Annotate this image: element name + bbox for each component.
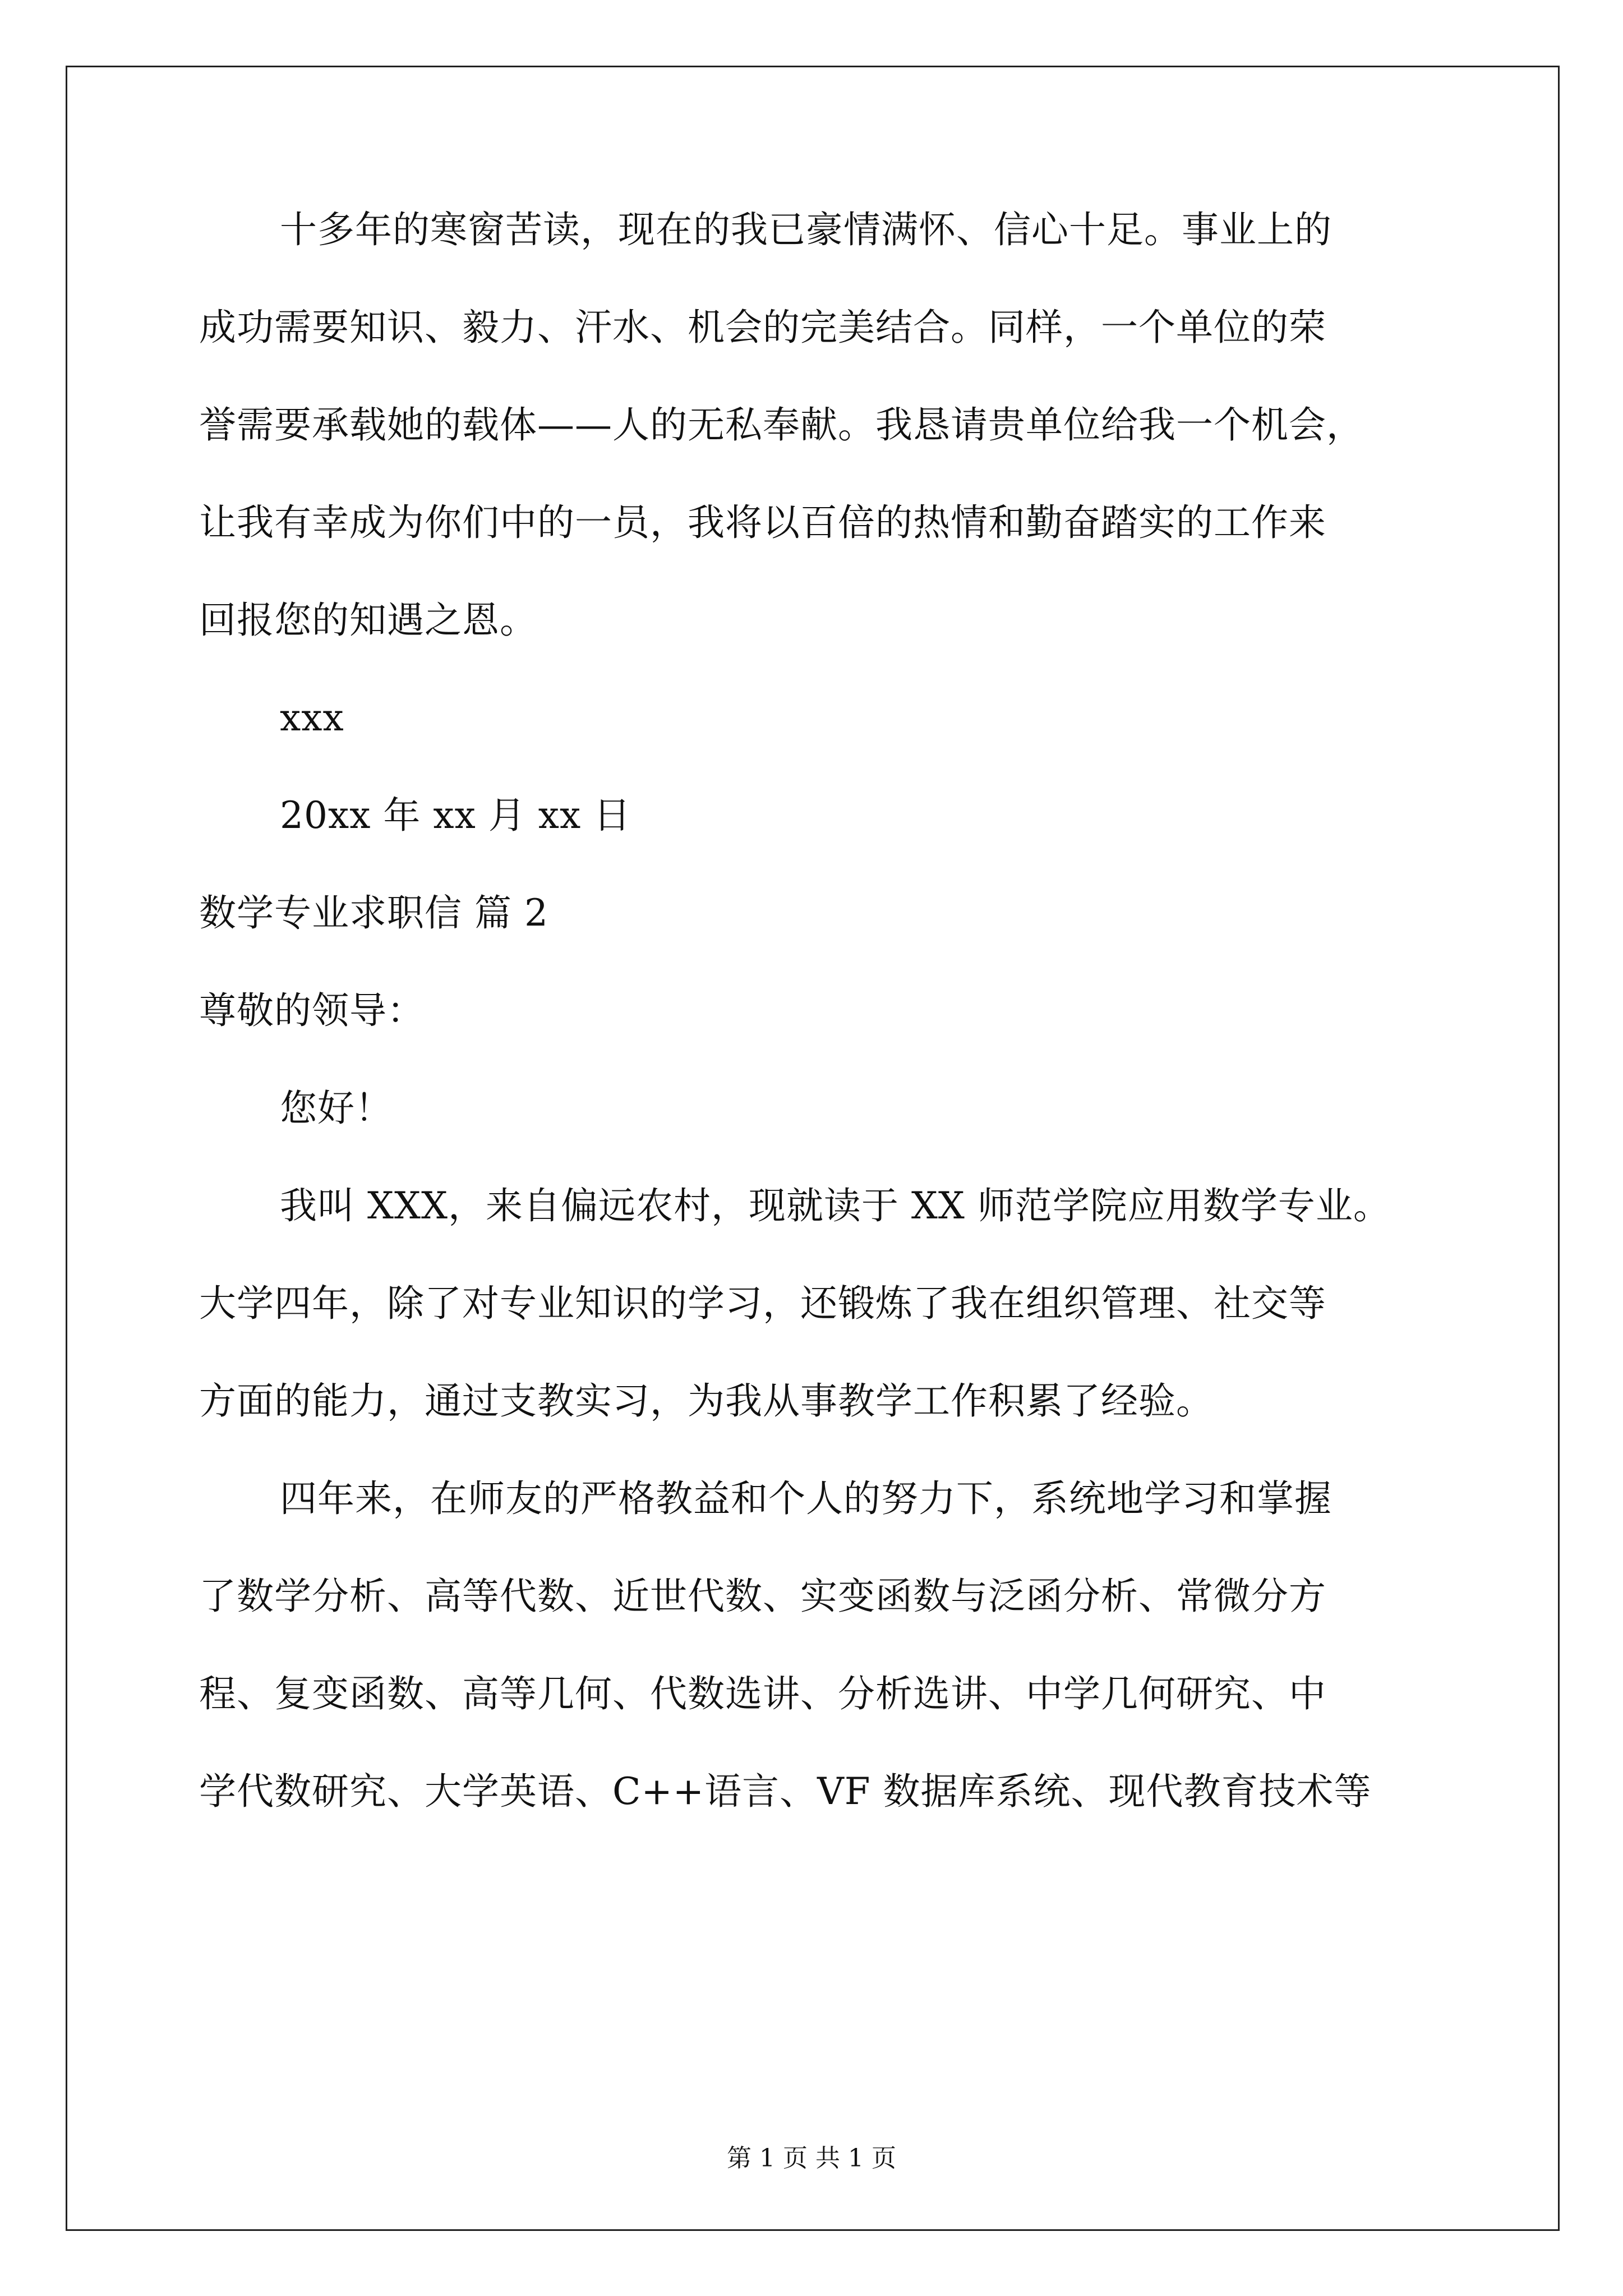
section-title: 数学专业求职信 篇 2 (199, 891, 548, 935)
paragraph2-line-1: 我叫 XXX，来自偏远农村，现就读于 XX 师范学院应用数学专业。 (280, 1184, 1391, 1227)
paragraph1-line-2: 成功需要知识、毅力、汗水、机会的完美结合。同样，一个单位的荣 (199, 306, 1326, 349)
paragraph2-line-2: 大学四年，除了对专业知识的学习，还锻炼了我在组织管理、社交等 (199, 1282, 1326, 1325)
date: 20xx 年 xx 月 xx 日 (280, 794, 631, 837)
page-footer: 第 1 页 共 1 页 (727, 2144, 896, 2173)
paragraph1-line-3: 誉需要承载她的载体——人的无私奉献。我恳请贵单位给我一个机会， (199, 403, 1364, 447)
paragraph3-line-1: 四年来，在师友的严格教益和个人的努力下，系统地学习和掌握 (280, 1477, 1332, 1520)
paragraph2-line-3: 方面的能力，通过支教实习，为我从事教学工作积累了经验。 (199, 1379, 1214, 1423)
paragraph1-line-1: 十多年的寒窗苦读，现在的我已豪情满怀、信心十足。事业上的 (280, 208, 1332, 251)
greeting: 您好！ (280, 1087, 393, 1130)
paragraph1-line-5: 回报您的知遇之恩。 (199, 599, 537, 642)
salutation: 尊敬的领导： (199, 989, 425, 1032)
paragraph3-line-2: 了数学分析、高等代数、近世代数、实变函数与泛函分析、常微分方 (199, 1575, 1326, 1618)
paragraph3-line-4: 学代数研究、大学英语、C++语言、VF 数据库系统、现代教育技术等 (199, 1770, 1372, 1813)
signature: xxx (280, 696, 344, 739)
paragraph3-line-3: 程、复变函数、高等几何、代数选讲、分析选讲、中学几何研究、中 (199, 1672, 1326, 1715)
paragraph1-line-4: 让我有幸成为你们中的一员，我将以百倍的热情和勤奋踏实的工作来 (199, 501, 1326, 544)
page-border (66, 66, 1560, 2231)
